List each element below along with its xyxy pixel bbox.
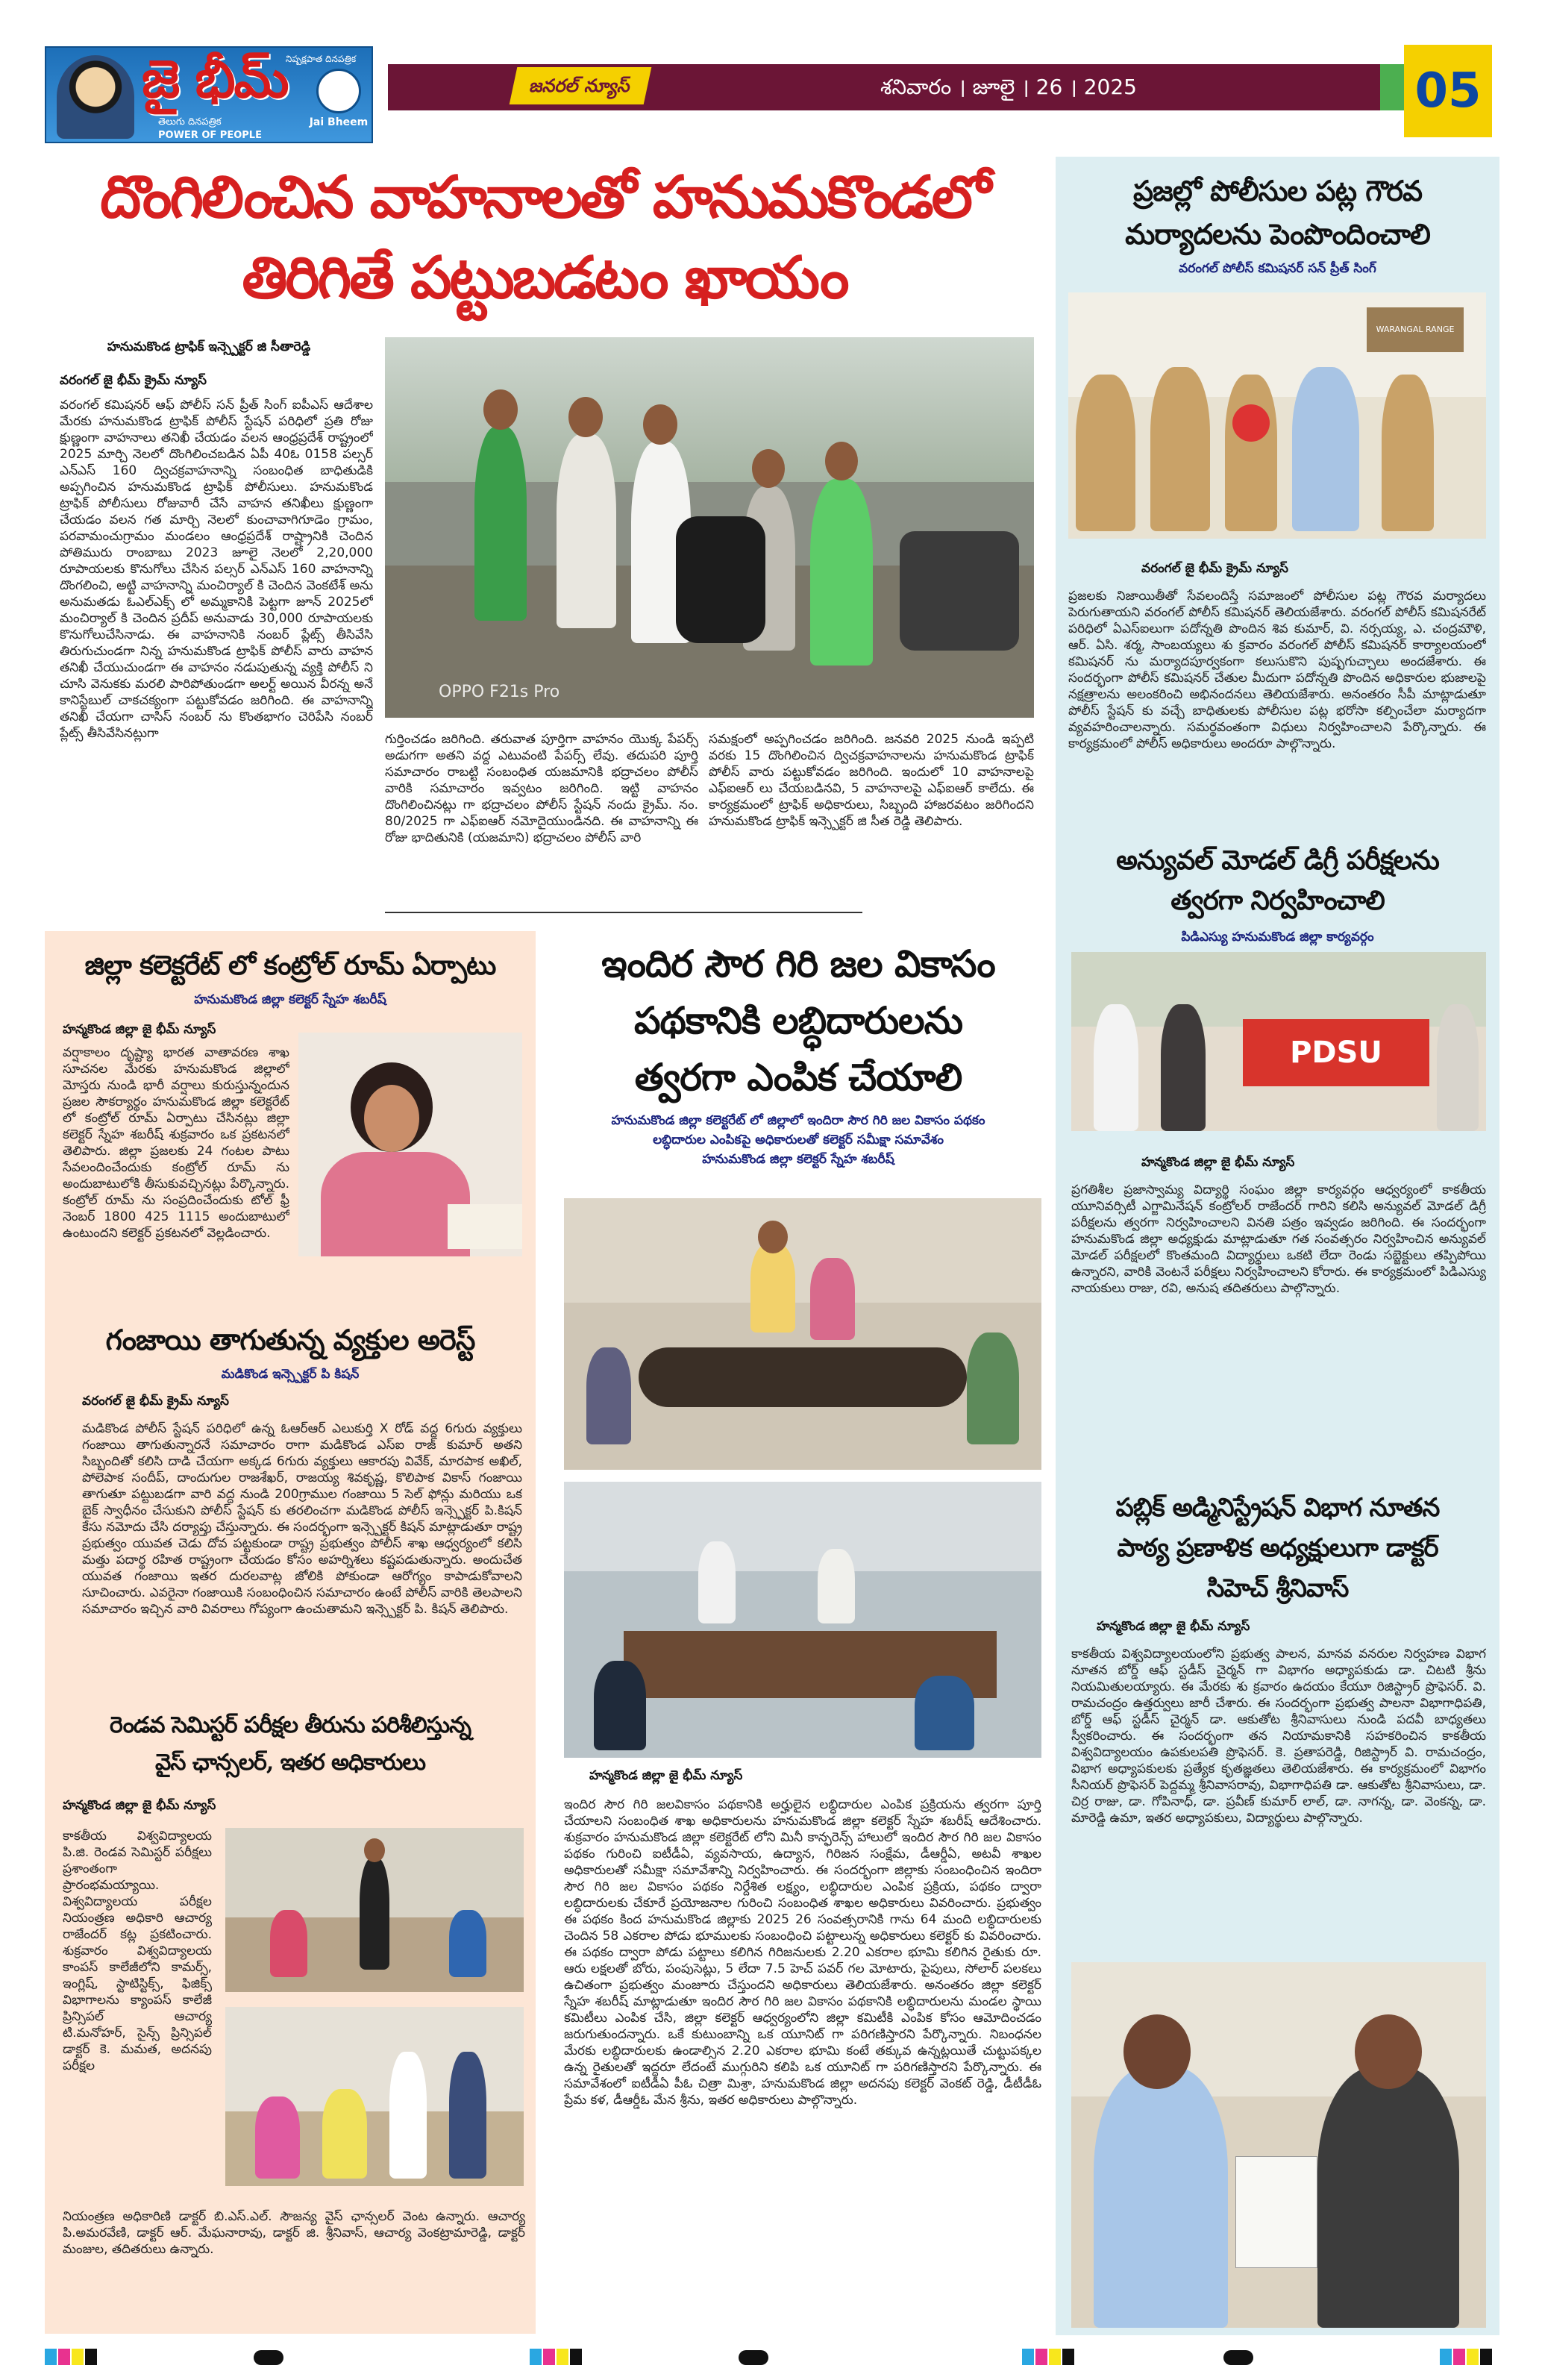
pdsu-banner: PDSU [1243, 1019, 1429, 1086]
left3-body-narrow: కాకతీయ విశ్వవిద్యాలయ పి.జి. రెండవ సెమిస్టర్ పరీక్షలు ప్రశాంతంగా ప్రారంభమయ్యాయి. విశ్వవిద్యాలయ పరీక్షల నియంత్రణ అధికారి ఆచార్య రాజేందర్ కట్ల ప్రకటించారు. శుక్రవారం విశ్వవిద్యాలయ కాంపస్ కాలేజీలోని కామర్స్, ఇంగ్లిష్, స్టాటిస్టిక్స్, ఫిజిక్స్ విభాగాలను క్యాంపస్ కాలేజీ ప్రిన్సిపల్ ఆచార్య టి.మనోహర్, సైన్స్ ప్రిన్సిపల్ డాక్టర్ కె. మమత, అదనపు పరీక్షల [63, 1829, 212, 2073]
police-photo [1068, 292, 1486, 539]
center-kicker-1: హనుమకొండ జిల్లా కలెక్టరేట్ లో జిల్లాలో ఇందిరా సౌర గిరి జల వికాసం పథకం [611, 1113, 985, 1128]
left1-kicker: హనుమకొండ జిల్లా కలెక్టర్ స్నేహ శబరీష్ [194, 992, 386, 1007]
masthead-sub-telugu: తెలుగు దినపత్రిక [158, 116, 222, 128]
right2-headline-line2: త్వరగా నిర్వహించాలి [1170, 885, 1385, 916]
exam-hall-photo-2 [225, 2007, 524, 2186]
registration-marks [45, 2349, 1499, 2367]
left3-headline-line1: రెండవ సెమిస్టర్ పరీక్షల తీరును పరిశీలిస్తున్న [109, 1712, 471, 1738]
lead-headline-line1: దొంగిలించిన వాహనాలతో హనుమకొండలో [100, 163, 989, 231]
center-kicker-3: హనుమకొండ జిల్లా కలెక్టర్ స్నేహ శబరీష్ [702, 1152, 894, 1167]
masthead-sub-english: POWER OF PEOPLE [158, 130, 262, 141]
divider [385, 912, 862, 913]
header-accent [1380, 64, 1404, 110]
right3-headline-line2: పాఠ్య ప్రణాళిక అధ్యక్షులుగా డాక్టర్ [1117, 1533, 1438, 1563]
right3-body: కాకతీయ విశ్వవిద్యాలయంలోని ప్రభుత్వ పాలన, మానవ వనరుల నిర్వహణ విభాగ నూతన బోర్డ్ ఆఫ్ స్టడీస్ చైర్మన్ గా విభాగం అధ్యాపకుడు డా. చిటటి శ్రీను నియమితులయ్యారు. ఈ మేరకు శు క్రవారం ఉదయం కేయూ రిజిస్ట్రార్ ప్రొఫెసర్. వి. రామచంద్రం ఉత్తర్వులు జారీ చేశారు. ఈ సందర్భంగా ప్రభుత్వ పాలనా విభాగాధిపతి, బోర్డ్ ఆఫ్ స్టడీస్ చైర్మన్ డా. ఆకుతోట శ్రీనివాసులు నుండి పదవీ బాధ్యతలు స్వీకరించారు. ఈ సందర్భంగా తన నియామకానికి సహకరించిన కాకతీయ విశ్వవిద్యాలయం ఉపకులపతి ప్రొఫెసర్. కె. ప్రతాపరెడ్డి, రిజిస్ట్రార్ వి. రామచంద్రం, విభాగ అధ్యాపకులకు ప్రత్యేక కృతజ్ఞతలు తెలియజేశారు. ఈ కార్యక్రమంలో విభాగం సీనియర్ ప్రొఫెసర్ పెద్దమ్మ శ్రీనివాసరావు, విభాగాధిపతి డా. ఆకుతోట శ్రీనివాసులు, డా. చిర్ర రాజు, డా. గోపినాధ్, డా. ప్రవీణ్ కుమార్ లాల్, డా. నాగన్న, డా. వెంకన్న, డా. మారెడ్డి ఉమా, ఇతర అధ్యాపకులు, విద్యార్థులు పాల్గొన్నారు. [1071, 1647, 1486, 1826]
left1-body: వర్షాకాలం దృష్ట్యా భారత వాతావరణ శాఖ సూచనల మేరకు హనుమకొండ జిల్లాలో మోస్తరు నుండి భారీ వర్షాలు కురుస్తున్నందున ప్రజల సౌకర్యార్థం హనుమకొండ జిల్లా కలెక్టరేట్ లో కంట్రోల్ రూమ్ ఏర్పాటు చేసినట్లు జిల్లా కలెక్టర్ స్నేహ శబరీష్ శుక్రవారం ఒక ప్రకటనలో తెలిపారు. జిల్లా ప్రజలకు 24 గంటల పాటు సేవలందించేందుకు కంట్రోల్ రూమ్ ను అందుబాటులోకి తీసుకువచ్చినట్లు పేర్కొన్నారు. కంట్రోల్ రూమ్ ను సంప్రదించేందుకు టోల్ ఫ్రీ నెంబర్ 1800 425 1115 అందుబాటులో ఉంటుందని కలెక్టర్ ప్రకటనలో వెల్లడించారు. [63, 1045, 289, 1241]
masthead-portrait [57, 55, 134, 139]
center-headline-line3: త్వరగా ఎంపిక చేయాలి [634, 1055, 962, 1099]
lead-byline: వరంగల్ జై భీమ్ క్రైమ్ న్యూస్ [60, 373, 207, 388]
right2-byline: హన్మకొండ జిల్లా జై భీమ్ న్యూస్ [1141, 1155, 1295, 1170]
center-kicker-2: లబ్ధిదారుల ఎంపికపై అధికారులతో కలెక్టర్ సమీక్షా సమావేశం [653, 1133, 944, 1147]
left2-byline: వరంగల్ జై భీమ్ క్రైమ్ న్యూస్ [82, 1394, 229, 1409]
right3-headline-line1: పబ్లిక్ అడ్మినిస్ట్రేషన్ విభాగ నూతన [1115, 1493, 1440, 1523]
right1-byline: వరంగల్ జై భీమ్ క్రైమ్ న్యూస్ [1141, 561, 1288, 576]
page-number: 05 [1404, 45, 1492, 137]
collector-photo [298, 1033, 522, 1256]
right1-headline-line2: మర్యాదలను పెంపొందించాలి [1125, 217, 1430, 251]
lead-headline-line2: తిరిగితే పట్టుబడటం ఖాయం [242, 244, 847, 312]
left3-headline-line2: వైస్ ఛాన్సలర్, ఇతర అధికారులు [155, 1750, 425, 1776]
lead-body-col1: వరంగల్ కమిషనర్ ఆఫ్ పోలీస్ సన్ ప్రీత్ సింగ్ ఐపీఎస్ ఆదేశాల మేరకు హనుమకొండ ట్రాఫిక్ పోలీస్ స్టేషన్ పరిధిలో ప్రతి రోజు క్షుణ్ణంగా వాహనాలు తనిఖీ చేయడం వలన ఆంధ్రప్రదేశ్ రాష్ట్రంలో 2025 మార్చి నెలలో దొంగిలించబడిన ఏపీ 40ఓ 0158 పల్సర్ ఎన్ఎస్ 160 ద్విచక్రవాహనాన్ని సంబంధిత బాధితుడికి అప్పగించిన హనుమకొండ ట్రాఫిక్ పోలీసులు. హనుమకొండ ట్రాఫిక్ పోలీసులు రోజువారీ చేసే వాహన తనిఖీలు క్షుణ్ణంగా చేయడం వలన గత మార్చి నెలలో కుంచావాగిగూడెం గ్రామం, పరవామంచుగ్రామం మండలం ఆంధ్రప్రదేశ్ రాష్ట్రానికి చెందిన పోతిమురు రాంబాబు 2023 జూలై నెలలో 2,20,000 రూపాయలకు కొనుగోలు చేసిన పల్సర్ ఎన్ఎస్ 160 వాహనాన్ని దొంగలించి, అట్టి వాహనాన్ని మంచిర్యాల్ కి చెందిన వెంకటేశ్ అను అనుమతడు ఓఎల్ఎక్స్ లో అమ్మకానికి పెట్టగా జూన్ 2025లో మంచిర్యాల్ కి చెందిన ప్రదీప్ అనువాడు 30,000 రూపాయలకు కొనుగోలుచేసినాడు. ఈ వాహనానికి నంబర్ ప్లేట్స్ తీసివేసి తిరుగుచుండగా నిన్న హనుమకొండ ట్రాఫిక్ పోలీస్ వారు వాహన తనిఖీ చేయుచుండగా ఈ వాహనం నడుపుతున్న వ్యక్తి పోలీస్ ని చూసి వెనుకకు మరలి పారిపోతుండగా అలర్ట్ అయిన వీరన్న అనే కానిస్టేబుల్ చాకచక్యంగా పట్టుకోవడం జరిగింది. ఈ వాహనాన్ని తనిఖీ చేయగా చాసిస్ నంబర్ ను కొంతభాగం చెరిపేసి నంబర్ ప్లేట్స్ తీసివేసినట్లుగా [60, 398, 373, 741]
center-headline-line2: పథకానికి లబ్ధిదారులను [633, 998, 963, 1042]
left3-byline: హన్మకొండ జిల్లా జై భీమ్ న్యూస్ [63, 1798, 216, 1813]
masthead [45, 46, 373, 143]
center-headline-line1: ఇందిర సౌర గిరి జల వికాసం [601, 942, 995, 986]
right2-kicker: పిడిఎస్యు హనుమకొండ జిల్లా కార్యవర్గం [1181, 930, 1374, 945]
masthead-logo-icon [316, 69, 361, 113]
left2-kicker: మడికొండ ఇన్స్పెక్టర్ పి కిషన్ [221, 1367, 360, 1382]
left3-body-full: నియంత్రణ అధికారిణి డాక్టర్ బి.ఎస్.ఎల్. సౌజన్య వైస్ ఛాన్సలర్ వెంట ఉన్నారు. ఆచార్య పి.అమరవేణి, డాక్టర్ ఆర్. మేఘనారావు, డాక్టర్ జి. శ్రీనివాస్, ఆచార్య వెంకట్రామారెడ్డి, డాక్టర్ మంజుల, తదితరులు ఉన్నారు. [63, 2209, 525, 2257]
exam-hall-photo-1 [225, 1828, 524, 1992]
right1-headline-line1: ప్రజల్లో పోలీసుల పట్ల గౌరవ [1133, 174, 1422, 207]
masthead-logo-text: Jai Bheem [309, 116, 369, 128]
right1-body: ప్రజలకు నిజాయితీతో సేవలందిస్తే సమాజంలో పోలీసుల పట్ల గౌరవ మర్యాదలు పెరుగుతాయని వరంగల్ పోలీస్ కమిషనర్ తెలియజేశారు. వరంగల్ పోలీస్ కమిషనరేట్ పరిధిలో ఏఎస్ఐలుగా పదోన్నతి పొందిన శివ కుమార్, వి. నర్సయ్య, ఎ. చంద్రమౌళి, ఆర్. ఏసి. శర్మ, సాంబయ్యలు శు క్రవారం వరంగల్ పోలీస్ కమిషనర్ కార్యాలయంలో కమిషనర్ ను మర్యాదపూర్వకంగా కలుసుకొని పుష్పగుచ్చాలు అందజేశారు. ఈ సందర్భంగా పోలీస్ కమిషనర్ చేతుల మీదుగా పదోన్నతి పొందిన అధికారుల భుజాలపై నక్షత్రాలను అలంకరించి అభినందనలు తెలియజేశారు. అనంతరం సీపీ మాట్లాడుతూ పోలీస్ స్టేషన్ కు వచ్చే బాధితులకు పోలీసుల పట్ల భరోసా కల్పించేలా మర్యాదగా వ్యవహరించాలన్నారు. సమర్థవంతంగా విధులు నిర్వహించాలని పేర్కొన్నారు. ఈ కార్యక్రమంలో పోలీస్ అధికారులు అందరూ పాల్గొన్నారు. [1068, 589, 1486, 751]
lead-photo [385, 337, 1034, 718]
left2-headline: గంజాయి తాగుతున్న వ్యక్తుల అరెస్ట్ [105, 1323, 475, 1356]
pdsu-photo [1071, 952, 1486, 1131]
photo-sign: WARANGAL RANGE [1367, 307, 1464, 352]
left1-headline: జిల్లా కలెక్టరేట్ లో కంట్రోల్ రూమ్ ఏర్పాటు [84, 950, 496, 981]
left1-byline: హన్మకొండ జిల్లా జై భీమ్ న్యూస్ [63, 1022, 216, 1037]
lead-body-col3: సమక్షంలో అప్పగించడం జరిగింది. జనవరి 2025 నుండి ఇప్పటి వరకు 15 దొంగిలించిన ద్విచక్రవాహనాలను హనుమకొండ ట్రాఫిక్ పోలీస్ వారు పట్టుకోవడం జరిగింది. ఇందులో 10 వాహనాలపై ఎఫ్ఐఆర్ లు చేయబడినవి, 5 వాహనాలపై ఎఫ్ఐఆర్ కాలేదు. ఈ కార్యక్రమంలో ట్రాఫిక్ అధికారులు, సిబ్బంది హాజరవటం జరిగిందని హనుమకొండ ట్రాఫిక్ ఇన్స్పెక్టర్ జి సీత రెడ్డి తెలిపారు. [709, 732, 1034, 829]
appointment-photo [1071, 1962, 1486, 2328]
meeting-photo-1 [564, 1198, 1041, 1470]
center-body: ఇందిర సౌర గిరి జలవికాసం పథకానికి అర్హులైన లబ్ధిదారుల ఎంపిక ప్రక్రియను త్వరగా పూర్తి చేయాలని సంబంధిత శాఖ అధికారులను హనుమకొండ జిల్లా కలెక్టర్ స్నేహ శబరీష్ ఆదేశించారు. శుక్రవారం హనుమకొండ జిల్లా కలెక్టరేట్ లోని మినీ కాన్ఫరెన్స్ హాలులో ఇందిర సౌర గిరి జల వికాసం పథకం గురించి ఐటీడీఏ, వ్యవసాయ, ఉద్యాన, గిరిజన సంక్షేమ, డీఆర్డీఏ, అటవీ శాఖల అధికారులతో సమీక్షా సమావేశాన్ని నిర్వహించారు. ఈ సందర్భంగా జిల్లాకు సంబంధించిన ఇందిరా సౌర గిరి జల వికాసం పథకం నిర్దేశిత లక్ష్యం, లబ్ధిదారుల ఎంపిక ప్రక్రియ, పథకం ద్వారా లబ్ధిదారులకు చేకూరే ప్రయోజనాల గురించి సంబంధిత శాఖల అధికారులు వివరించారు. ప్రభుత్వం ఈ పథకం కింద హనుమకొండ జిల్లాకు 2025 26 సంవత్సరానికి గాను 64 మంది లబ్ధిదారులకు చెందిన 58 ఎకరాల పోడు భూములకు సంబంధించి పట్టాలున్న అధికారులు కలెక్టర్ కు వివరించారు. ఈ పథకం ద్వారా పోడు పట్టాలు కలిగిన గిరిజనులకు 2.20 ఎకరాల భూమి కలిగిన రైతుకు రూ. ఆరు లక్షలతో బోరు, పంపుసెట్లు, 5 లేదా 7.5 హెచ్ పవర్ గల మోటారు, పైపులు, సోలార్ పలకలు ఉచితంగా ప్రభుత్వం మంజూరు చేస్తుందని అధికారులు తెలియజేశారు. అనంతరం జిల్లా కలెక్టర్ స్నేహ శబరీష్ మాట్లాడుతూ ఇందిర సౌర గిరి జల వికాసం పథకానికి లబ్ధిదారులను మండల స్థాయి కమిటీలు ఎంపిక చేసి, జిల్లా కలెక్టర్ ఆధ్వర్యంలోని జిల్లా కమిటీకి ఎంపిక కోసం ఆమోదించడం జరుగుతుందన్నారు. ఒకే కుటుంబాన్ని ఒక యూనిట్ గా పరిగణిస్తారని పేర్కొన్నారు. నిబంధనల మేరకు లబ్ధిదారులకు ఉండాల్సిన 2.20 ఎకరాల భూమి కంటే తక్కువ ఉన్నట్లయితే చుట్టుపక్కల ఉన్న రైతులతో ఇద్దరూ లేదంటే ముగ్గురిని కలిపి ఒక యూనిట్ గా పరిగణిస్తారని పేర్కొన్నారు. ఈ సమావేశంలో ఐటీడీఏ పీఓ చిత్రా మిశ్రా, హనుమకొండ జిల్లా అదనపు కలెక్టర్ వెంకట్ రెడ్డి, డీటీడీఓ ప్రేమ కళ, డీఆర్డీఓ మేన శ్రీను, ఇతర అధికారులు పాల్గొన్నారు. [564, 1797, 1041, 2108]
center-byline: హన్మకొండ జిల్లా జై భీమ్ న్యూస్ [589, 1768, 743, 1783]
masthead-tagline: నిష్పక్షపాత దినపత్రిక [285, 54, 357, 64]
meeting-photo-2 [564, 1482, 1041, 1758]
left2-body: మడికొండ పోలీస్ స్టేషన్ పరిధిలో ఉన్న ఓఆర్ఆర్ ఎలుకుర్తి X రోడ్ వద్ద 6గురు వ్యక్తులు గంజాయి తాగుతున్నారనే సమాచారం రాగా మడికొండ ఎస్ఐ రాజ్ కుమార్ అతని సిబ్బందితో కలిసి దాడి చేయగా అక్కడ 6గురు వ్యక్తులు ఆకారపు వివేక్, మారపాక అఖిల్, పోలెపాక సందీప్, దాందుగుల రాజశేఖర్, రాజయ్య శివకృష్ణ, కొలిపాక వికాస్ గంజాయి తాగుతూ పట్టుబడగా వారి వద్ద నుండి 200గ్రాముల గంజాయి 5 సెల్ ఫోన్లు మరియు ఒక బైక్ స్వాధీనం చేసుకుని పోలీస్ స్టేషన్ కు తరలించగా మడికొండ పోలీస్ ఇన్స్పెక్టర్ పి.కిషన్ కేసు నమోదు చేసి దర్యాప్తు చేస్తున్నారు. ఈ సందర్భంగా ఇన్స్పెక్టర్ కిషన్ మాట్లాడుతూ రాష్ట్ర ప్రభుత్వం యువత చెడు దోవ పట్టకుండా రాష్ట్ర ప్రభుత్వం పోలీస్ శాఖ ఆధ్వర్యంలో కలిసి మత్తు పదార్థ రహిత రాష్ట్రంగా చేయడం కోసం అహర్నిశలు కష్టపడుతున్నారు. అందుచేత యువత గంజాయి ఇతర దురలవాట్ల జోలికి పోకుండా ఆరోగ్యం కాపాడుకోవాలని సూచించారు. ఎవరైనా గంజాయికి సంబంధించిన సమాచారం ఉంటే పోలీస్ వారికి తెలపాలని సమాచారం ఇచ్చిన వారి వివరాలు గోప్యంగా ఉంచుతామని ఇన్స్పెక్టర్ పి. కిషన్ తెలిపారు. [82, 1421, 522, 1617]
right2-headline-line1: అన్యువల్ మోడల్ డిగ్రీ పరీక్షలను [1116, 845, 1439, 876]
photo-watermark: OPPO F21s Pro [439, 683, 560, 701]
issue-date: శనివారం । జూలై । 26 । 2025 [880, 75, 1137, 99]
section-tag: జనరల్ న్యూస్ [510, 67, 652, 104]
right2-body: ప్రగతిశీల ప్రజాస్వామ్య విద్యార్థి సంఘం జిల్లా కార్యవర్గం ఆధ్వర్యంలో కాకతీయ యూనివర్సిటీ ఎగ్జామినేషన్ కంట్రోలర్ రాజేందర్ గారిని కలిసి అన్యువల్ మోడల్ డిగ్రీ పరీక్షలను త్వరగా నిర్వహించాలని వినతి పత్రం ఇవ్వడం జరిగింది. ఈ సందర్భంగా హనుమకొండ జిల్లా అధ్యక్షుడు మాట్లాడుతూ గత సంవత్సరం నిర్వహించిన అన్యువల్ మోడల్ పరీక్షలలో కొంతమంది విద్యార్థులు ఒకటి లేదా రెండు సబ్జెక్టులు తప్పిపోయి ఉన్నారని, వారికి వెంటనే పరీక్షలు నిర్వహించాలని కోరారు. ఈ కార్యక్రమంలో పిడిఎస్యు నాయకులు రాజు, రవి, అనుష తదితరులు పాల్గొన్నారు. [1071, 1183, 1486, 1296]
right1-kicker: వరంగల్ పోలీస్ కమిషనర్ సన్ ప్రీత్ సింగ్ [1179, 261, 1376, 276]
lead-body-col2: గుర్తించడం జరిగింది. తరువాత పూర్తిగా వాహనం యొక్క పేపర్స్ అడుగగా అతని వద్ద ఎటువంటి పేపర్స్ లేవు. తదుపరి పూర్తి సమాచారం రాబట్టి సంబంధిత యజమానికి భద్రాచలం పోలీస్ వారికి సమాచారం ఇవ్వటం జరిగింది. ఇట్టి వాహనం దొంగిలించినట్లు గా భద్రాచలం పోలీస్ స్టేషన్ నందు క్రైమ్. నం. 80/2025 గా ఎఫ్ఐఆర్ నమోదైయుండినది. ఈ వాహనాన్ని ఈ రోజు భాదితునికి (యజమాని) భద్రాచలం పోలీస్ వారి [385, 732, 698, 845]
right3-headline-line3: సిహెచ్ శ్రీనివాస్ [1206, 1573, 1349, 1603]
right3-byline: హన్మకొండ జిల్లా జై భీమ్ న్యూస్ [1097, 1619, 1250, 1634]
masthead-title: జై భీమ్ [142, 48, 288, 110]
lead-kicker: హనుమకొండ ట్రాఫిక్ ఇన్స్పెక్టర్ జి సీతారెడ్డి [107, 339, 311, 354]
